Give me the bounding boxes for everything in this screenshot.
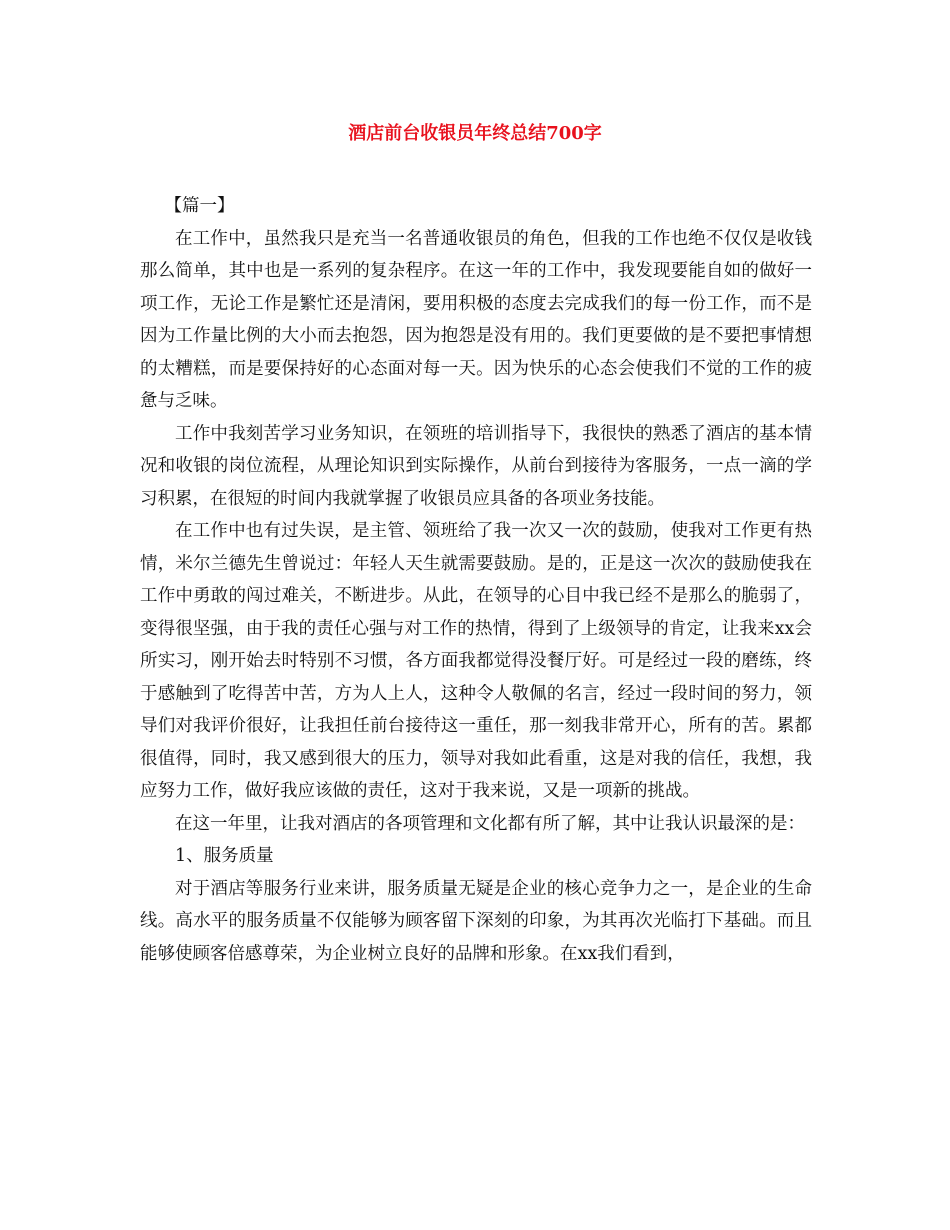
paragraph-3: 在工作中也有过失误，是主管、领班给了我一次又一次的鼓励，使我对工作更有热情，米尔兰德先生曾说过：年轻人天生就需要鼓励。是的，正是这一次次的鼓励使我在工作中勇敢的闯过难关，不断进步。从此，在领导的心目中我已经不是那么的脆弱了，变得很坚强，由于我的责任心强与对工作的热情，得到了上级领导的肯定，让我来xx会所实习，刚开始去时特别不习惯，各方面我都觉得没餐厅好。可是经过一段的磨练，终于感触到了吃得苦中苦，方为人上人，这种令人敬佩的名言，经过一段时间的努力，领导们对我评价很好，让我担任前台接待这一重任，那一刻我非常开心，所有的苦。累都很值得，同时，我又感到很大的压力，领导对我如此看重，这是对我的信任，我想，我应努力工作，做好我应该做的责任，这对于我来说，又是一项新的挑战。: [140, 521, 812, 801]
paragraph-2: 工作中我刻苦学习业务知识，在领班的培训指导下，我很快的熟悉了酒店的基本情况和收银的岗位流程，从理论知识到实际操作，从前台到接待为客服务，一点一滴的学习积累，在很短的时间内我就掌握了收银员应具备的各项业务技能。: [140, 423, 812, 509]
document-title: 酒店前台收银员年终总结700字: [348, 123, 602, 144]
subheading-service-quality: 1、服务质量: [175, 846, 274, 866]
paragraph-4: 在这一年里，让我对酒店的各项管理和文化都有所了解，其中让我认识最深的是：: [175, 813, 805, 834]
paragraph-5: 对于酒店等服务行业来讲，服务质量无疑是企业的核心竞争力之一，是企业的生命线。高水平的服务质量不仅能够为顾客留下深刻的印象，为其再次光临打下基础。而且能够使顾客倍感尊荣，为企业树立良好的品牌和形象。在xx我们看到，: [140, 878, 812, 964]
section-label: 【篇一】: [164, 196, 235, 216]
document-body: [140, 190, 812, 970]
paragraph-1: 在工作中，虽然我只是充当一名普通收银员的角色，但我的工作也绝不仅仅是收钱那么简单，其中也是一系列的复杂程序。在这一年的工作中，我发现要能自如的做好一项工作，无论工作是繁忙还是清闲，要用积极的态度去完成我们的每一份工作，而不是因为工作量比例的大小而去抱怨，因为抱怨是没有用的。我们更要做的是不要把事情想的太糟糕，而是要保持好的心态面对每一天。因为快乐的心态会使我们不觉的工作的疲惫与乏味。: [140, 228, 812, 411]
